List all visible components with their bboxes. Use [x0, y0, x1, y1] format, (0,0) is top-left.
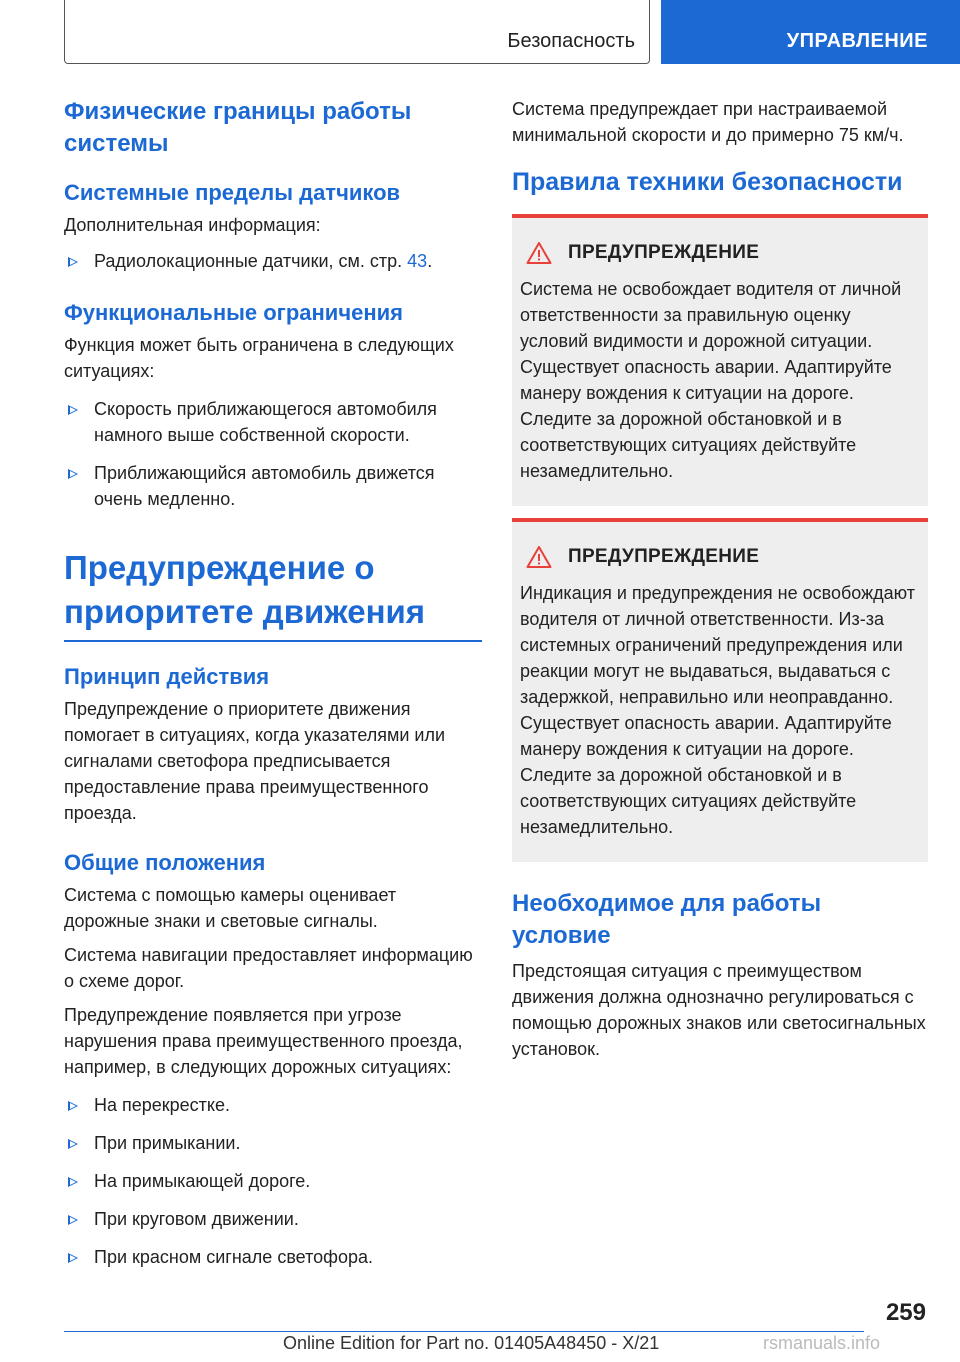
general-list-item-text: При красном сигнале светофора. — [94, 1247, 373, 1267]
intro-text: Система предупреждает при настраиваемой минимальной скорости и до примерно 75 км/ч. — [512, 99, 904, 145]
warning-triangle-icon — [526, 545, 552, 569]
principle-text: Предупреждение о приоритете движения помогает в ситуациях, когда указателями или сигналами светофора предписывается предоставление права преимущественного проезда. — [64, 699, 446, 823]
condition-title: Необходимое для работы условие — [512, 890, 822, 949]
sensor-limits-item-text: Радиолокационные датчики, см. стр. — [94, 251, 403, 271]
page-reference-link[interactable]: 43 — [407, 251, 428, 271]
general-list-item-text: На примыкающей дороге. — [94, 1171, 311, 1191]
warning-text: Система не освобождает водителя от личной ответственности за правильную оценку условий видимости и дорожной ситуации. Существует опасность аварии. Адаптируйте манеру вождения к ситуации на дороге. Следите за дорожной обстановкой и в соответствующих ситуациях действуйте незамедлительно. — [520, 279, 902, 481]
sensor-limits-title: Системные пределы датчиков — [64, 180, 401, 205]
sensor-limits-item-suffix: . — [427, 251, 433, 271]
right-column — [512, 96, 928, 1062]
page-number: 259 — [885, 1299, 926, 1326]
bullet-triangle-icon — [68, 405, 78, 415]
footer-edition: Online Edition for Part no. 01405A48450 - X/21 — [283, 1333, 660, 1353]
bullet-triangle-icon — [68, 1177, 78, 1187]
general-list-item — [64, 1244, 482, 1270]
func-limits-title: Функциональные ограничения — [64, 300, 403, 325]
bullet-triangle-icon — [68, 1101, 78, 1111]
general-list-item — [64, 1130, 482, 1156]
warning-header — [526, 238, 920, 268]
general-list-item-text: При примыкании. — [94, 1133, 241, 1153]
general-paragraph: Система с помощью камеры оценивает дорожные знаки и световые сигналы. — [64, 885, 397, 931]
general-list-item-text: При круговом движении. — [94, 1209, 299, 1229]
physical-limits-title: Физические границы работы системы — [64, 98, 412, 157]
func-limits-item — [64, 396, 482, 448]
footer-watermark: rsmanuals.info — [763, 1333, 881, 1353]
warning-title: ПРЕДУПРЕЖДЕНИЕ — [568, 546, 760, 567]
general-list-item — [64, 1092, 482, 1118]
header-section-title: Безопасность — [507, 30, 635, 52]
bullet-triangle-icon — [68, 1139, 78, 1149]
priority-warning-title: Предупреждение о приоритете движения — [64, 546, 482, 642]
general-list-item — [64, 1168, 482, 1194]
warning-text: Индикация и предупреждения не освобождают водителя от личной ответственности. Из-за системных ограничений предупреждения или реакции могут не выдаваться, выдаваться с задержкой, неправильно или неоправданно. Существует опасность аварии. Адаптируйте манеру вождения к ситуации на дороге. Следите за дорожной обстановкой и в соответствующих ситуациях действуйте незамедлительно. — [520, 583, 915, 837]
header-section-box — [64, 0, 650, 64]
warning-header — [526, 542, 920, 572]
warning-box — [512, 518, 928, 862]
func-limits-item-text: Скорость приближающегося автомобиля намного выше собственной скорости. — [94, 399, 437, 445]
bullet-triangle-icon — [68, 1253, 78, 1263]
sensor-limits-item — [64, 248, 482, 274]
func-limits-item — [64, 460, 482, 512]
warning-title: ПРЕДУПРЕЖДЕНИЕ — [568, 242, 760, 263]
general-paragraph: Предупреждение появляется при угрозе нарушения права преимущественного проезда, например, в следующих дорожных ситуациях: — [64, 1005, 463, 1077]
bullet-triangle-icon — [68, 1215, 78, 1225]
func-limits-text: Функция может быть ограничена в следующих ситуациях: — [64, 335, 454, 381]
footer-divider — [64, 1331, 864, 1332]
func-limits-item-text: Приближающийся автомобиль движется очень медленно. — [94, 463, 435, 509]
condition-text: Предстоящая ситуация с преимуществом движения должна однозначно регулироваться с помощью дорожных знаков или светосигнальных установок. — [512, 961, 926, 1059]
bullet-triangle-icon — [68, 257, 78, 267]
sensor-limits-text: Дополнительная информация: — [64, 215, 321, 235]
header-chapter-tab[interactable] — [661, 0, 960, 64]
principle-title: Принцип действия — [64, 664, 270, 689]
header-chapter-tab-label: УПРАВЛЕНИЕ — [786, 30, 928, 52]
bullet-triangle-icon — [68, 469, 78, 479]
safety-rules-title: Правила техники безопасности — [512, 168, 903, 196]
general-list-item — [64, 1206, 482, 1232]
left-column — [64, 96, 482, 1270]
general-list-item-text: На перекрестке. — [94, 1095, 231, 1115]
general-paragraph: Система навигации предоставляет информацию о схеме дорог. — [64, 945, 473, 991]
warning-triangle-icon — [526, 241, 552, 265]
general-title: Общие положения — [64, 850, 266, 875]
warning-box — [512, 214, 928, 506]
